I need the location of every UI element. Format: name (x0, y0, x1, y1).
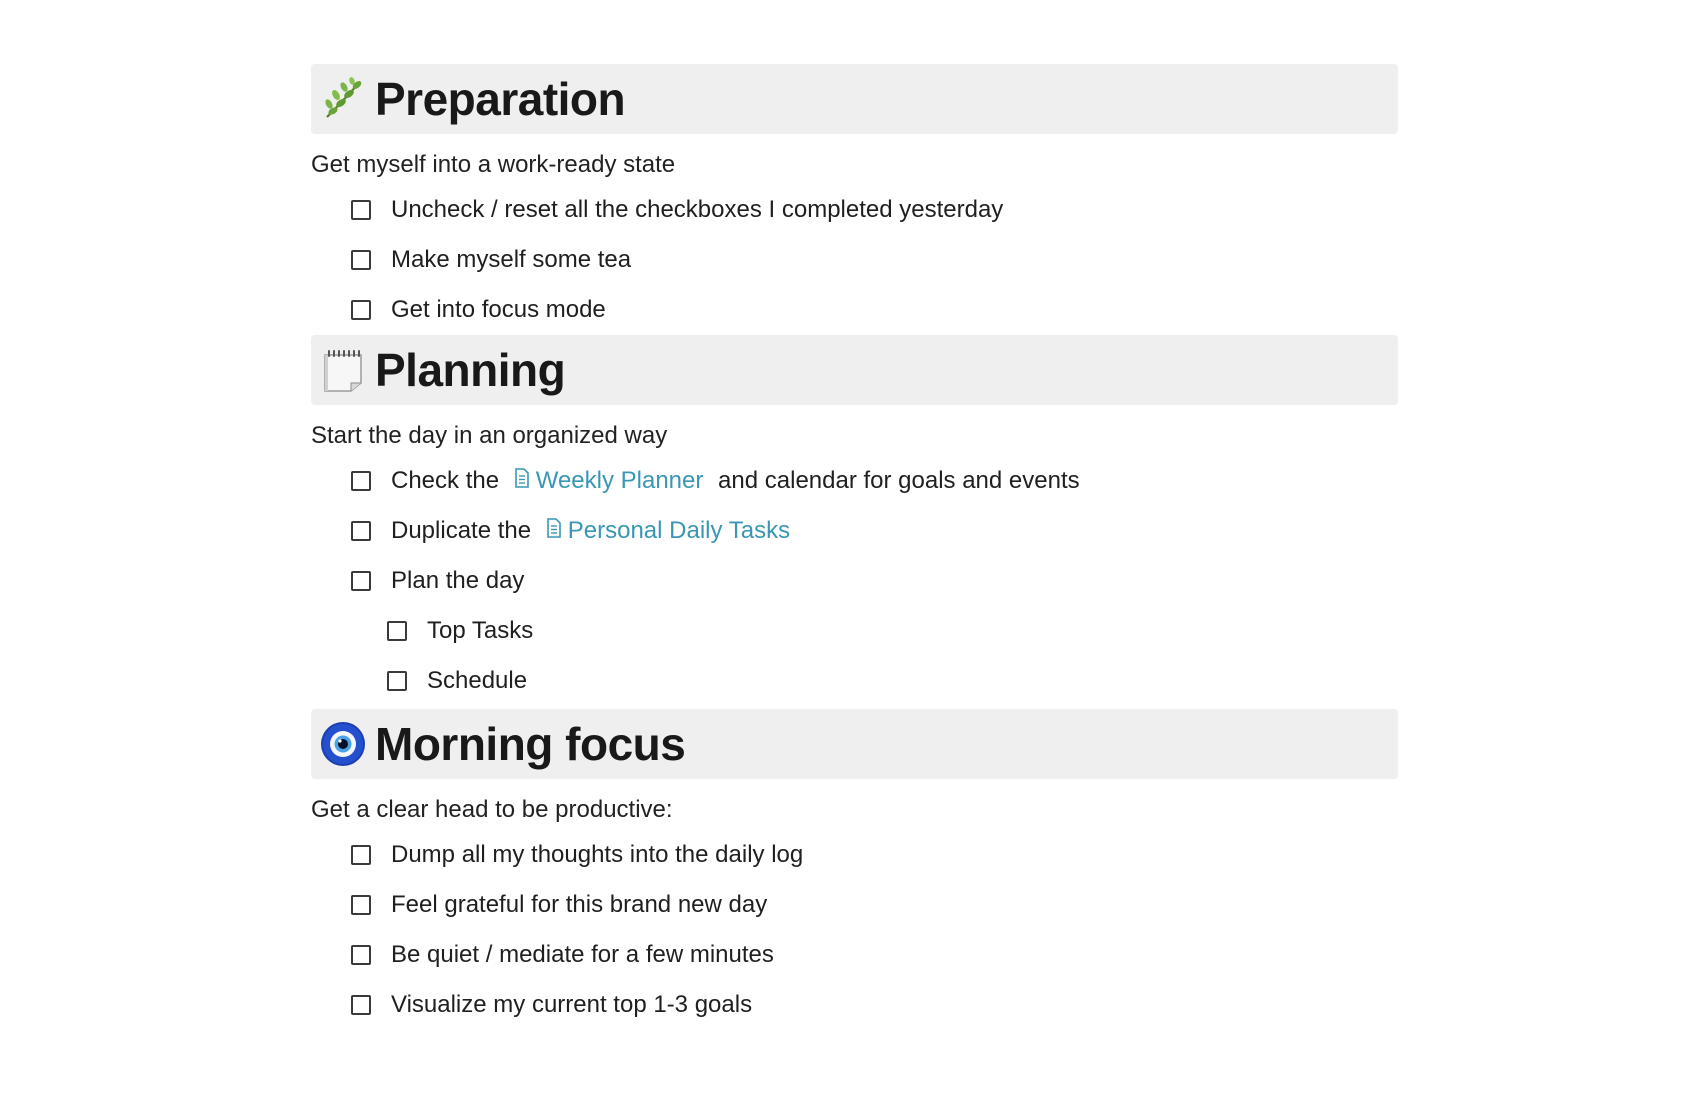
nazar-amulet-icon (319, 720, 367, 768)
checkbox[interactable] (351, 995, 371, 1015)
checkbox[interactable] (351, 521, 371, 541)
todo-item (311, 980, 1398, 1030)
todo-item (311, 506, 1398, 556)
todo-item (311, 185, 1398, 235)
section-header (311, 709, 1398, 779)
checkbox[interactable] (351, 250, 371, 270)
section-planning (311, 335, 1398, 706)
checkbox[interactable] (351, 845, 371, 865)
section-header (311, 64, 1398, 134)
todo-prefix: Duplicate the (391, 517, 532, 544)
page-link-label: Personal Daily Tasks (567, 517, 791, 544)
checkbox[interactable] (351, 571, 371, 591)
todo-item (311, 285, 1398, 335)
todo-text: Plan the day (391, 567, 525, 594)
page-link-label: Weekly Planner (535, 467, 704, 494)
todo-text: Get into focus mode (391, 296, 606, 323)
todo-item (311, 880, 1398, 930)
todo-item (311, 556, 1398, 606)
checkbox[interactable] (351, 300, 371, 320)
todo-text: Dump all my thoughts into the daily log (391, 841, 804, 868)
todo-suffix: and calendar for goals and events (718, 467, 1080, 494)
todo-item (311, 456, 1398, 506)
section-preparation (311, 64, 1398, 335)
checkbox[interactable] (387, 671, 407, 691)
todo-text: Feel grateful for this brand new day (391, 891, 768, 918)
checkbox[interactable] (351, 895, 371, 915)
page-link-personal-daily-tasks[interactable] (538, 517, 790, 545)
todo-text (391, 467, 1080, 495)
todo-item-nested (311, 606, 1398, 656)
checkbox[interactable] (351, 471, 371, 491)
todo-text: Visualize my current top 1-3 goals (391, 991, 753, 1018)
todo-text: Be quiet / mediate for a few minutes (391, 941, 774, 968)
page-link-weekly-planner[interactable] (506, 467, 704, 495)
page-doc-icon (514, 467, 530, 495)
section-description: Get myself into a work-ready state (311, 151, 676, 178)
todo-item (311, 930, 1398, 980)
todo-text (391, 517, 790, 545)
todo-text: Schedule (427, 667, 528, 694)
section-description: Get a clear head to be productive: (311, 796, 673, 823)
todo-text: Make myself some tea (391, 246, 632, 273)
checkbox[interactable] (351, 945, 371, 965)
checkbox[interactable] (387, 621, 407, 641)
section-title: Morning focus (375, 718, 686, 770)
todo-item (311, 235, 1398, 285)
section-title: Preparation (375, 73, 626, 125)
section-description: Start the day in an organized way (311, 422, 668, 449)
page-doc-icon (546, 517, 562, 545)
spiral-notepad-icon (319, 346, 367, 394)
todo-item-nested (311, 656, 1398, 706)
section-title: Planning (375, 344, 566, 396)
herb-icon (319, 75, 367, 123)
section-header (311, 335, 1398, 405)
todo-item (311, 830, 1398, 880)
todo-text: Uncheck / reset all the checkboxes I completed yesterday (391, 196, 1004, 223)
section-morning-focus (311, 709, 1398, 1030)
todo-prefix: Check the (391, 467, 500, 494)
checklist-page (311, 64, 1398, 1030)
checkbox[interactable] (351, 200, 371, 220)
todo-text: Top Tasks (427, 617, 534, 644)
